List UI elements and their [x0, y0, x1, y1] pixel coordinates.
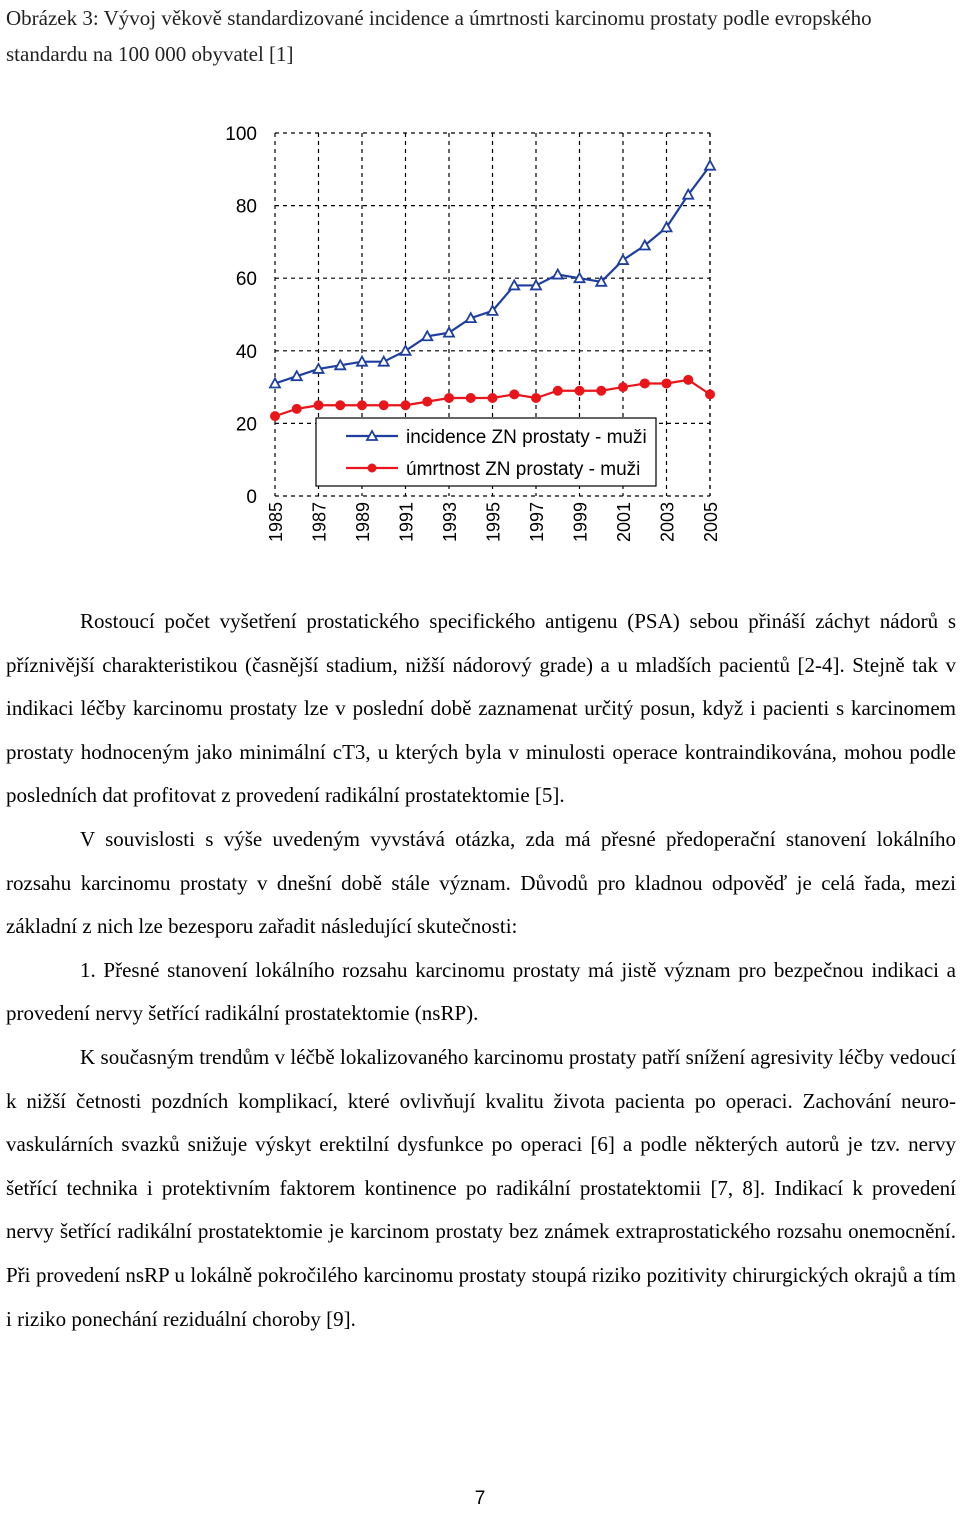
x-tick-label: 1989: [353, 502, 373, 543]
data-point-mortality: [445, 393, 454, 402]
data-point-mortality: [706, 390, 715, 399]
x-tick-label: 2001: [614, 502, 634, 543]
data-point-incidence: [335, 360, 345, 369]
data-point-mortality: [575, 386, 584, 395]
data-point-incidence: [270, 378, 280, 387]
x-tick-label: 1987: [309, 502, 330, 543]
x-tick-label: 1997: [527, 502, 547, 543]
data-point-mortality: [597, 386, 606, 395]
data-point-incidence: [379, 357, 389, 366]
data-point-mortality: [640, 379, 649, 388]
data-point-incidence: [705, 161, 715, 170]
data-point-incidence: [531, 280, 541, 289]
y-tick-label: 100: [225, 124, 257, 145]
data-point-mortality: [358, 401, 367, 410]
data-point-incidence: [292, 371, 302, 380]
data-point-mortality: [466, 393, 475, 402]
data-point-mortality: [292, 404, 301, 413]
page-number: 7: [474, 1488, 486, 1509]
data-point-mortality: [401, 401, 410, 410]
paragraph-2: V souvislosti s výše uvedeným vyvstává otázka, zda má přesné předoperační stanovení lokálního rozsahu karcinomu prostaty v dnešní době stále význam. Důvodů pro kladnou odpověď je celá řada, mezi základní z nich lze bezesporu zařadit následující skutečnosti:: [6, 826, 956, 939]
data-point-incidence: [422, 331, 432, 340]
data-point-mortality: [314, 401, 323, 410]
data-point-mortality: [662, 379, 671, 388]
x-tick-label: 2005: [701, 502, 721, 543]
data-point-mortality: [510, 390, 519, 399]
x-tick-label: 1999: [570, 502, 591, 543]
body-text: [6, 600, 956, 1341]
y-tick-label: 0: [246, 487, 257, 508]
line-chart: [220, 118, 730, 568]
data-point-mortality: [336, 401, 345, 410]
data-point-mortality: [423, 397, 432, 406]
x-tick-label: 1991: [396, 502, 417, 543]
y-axis-ticks: [225, 124, 257, 508]
data-point-mortality: [488, 393, 497, 402]
data-point-mortality: [271, 412, 280, 421]
x-tick-label: 2003: [657, 502, 678, 543]
data-point-mortality: [619, 383, 628, 392]
data-point-incidence: [575, 273, 585, 282]
x-tick-label: 1985: [266, 502, 286, 543]
data-point-incidence: [553, 270, 563, 279]
data-point-mortality: [553, 386, 562, 395]
data-point-mortality: [379, 401, 388, 410]
x-tick-label: 1995: [483, 502, 504, 543]
paragraph-3: 1. Přesné stanovení lokálního rozsahu karcinomu prostaty má jistě význam pro bezpečnou indikaci a provedení nervy šetřící radikální prostatektomie (nsRP).: [6, 957, 956, 1026]
x-tick-label: 1993: [440, 502, 460, 543]
chart-svg: [220, 118, 730, 568]
data-point-incidence: [466, 313, 476, 322]
data-point-mortality: [532, 393, 541, 402]
data-point-incidence: [314, 364, 324, 373]
legend-label: incidence ZN prostaty - muži: [406, 427, 647, 448]
paragraph-4: K současným trendům v léčbě lokalizovaného karcinomu prostaty patří snížení agresivity léčby vedoucí k nižší četnosti pozdních komplikací, které ovlivňují kvalitu života pacienta po operaci. Zachování neuro-vaskulárních svazků snižuje výskyt erektilní dysfunkce po operaci [6] a podle některých autorů je tzv. nervy šetřící technika i protektivním faktorem kontinence po radikální prostatektomii [7, 8]. Indikací k provedení nervy šetřící radikální prostatektomie je karcinom prostaty bez známek extraprostatického rozsahu onemocnění. Při provedení nsRP u lokálně pokročilého karcinomu prostaty stoupá riziko pozitivity chirurgických okrajů a tím i riziko ponechání reziduální choroby [9].: [6, 1044, 956, 1331]
y-tick-label: 80: [235, 196, 257, 218]
legend: [316, 418, 656, 486]
y-tick-label: 60: [235, 269, 257, 291]
y-tick-label: 20: [235, 414, 257, 436]
x-axis-ticks: [266, 502, 721, 542]
legend-marker-circle: [368, 464, 377, 473]
data-point-incidence: [357, 357, 367, 366]
figure-caption: Obrázek 3: Vývoj věkově standardizované incidence a úmrtnosti karcinomu prostaty podle evropského standardu na 100 000 obyvatel [1]: [6, 6, 872, 66]
legend-label: úmrtnost ZN prostaty - muži: [406, 459, 641, 480]
data-point-mortality: [684, 375, 693, 384]
data-point-incidence: [509, 280, 519, 289]
paragraph-1: Rostoucí počet vyšetření prostatického specifického antigenu (PSA) sebou přináší záchyt nádorů s příznivější charakteristikou (časnější stadium, nižší nádorový grade) a u mladších pacientů [2-4]. Stejně tak v indikaci léčby karcinomu prostaty lze v poslední době zaznamenat určitý posun, když i pacienti s karcinomem prostaty hodnoceným jako minimální cT3, u kterých byla v minulosti operace kontraindikována, mohou podle posledních dat profitovat z provedení radikální prostatektomie [5].: [6, 609, 956, 808]
y-tick-label: 40: [235, 341, 257, 363]
